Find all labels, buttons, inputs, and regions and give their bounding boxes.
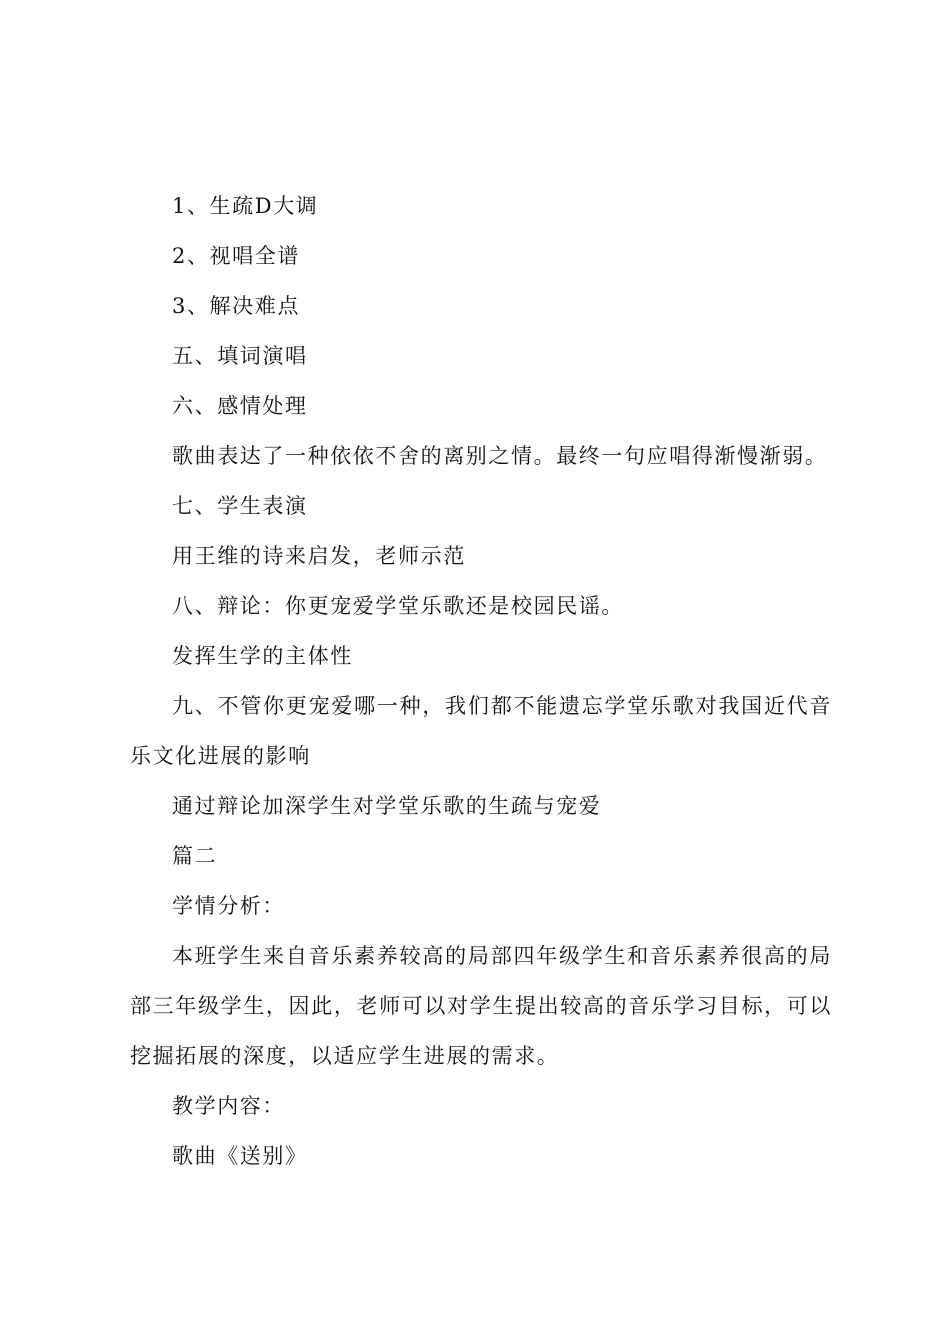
paragraph-emotion: 歌曲表达了一种依依不舍的离别之情。最终一句应唱得渐慢渐弱。	[172, 444, 828, 468]
heading-teaching-content: 教学内容：	[172, 1094, 285, 1118]
section-heading-5: 五、填词演唱	[172, 344, 308, 368]
paragraph-step-1: 1、生疏D大调	[172, 194, 319, 218]
document-body	[130, 181, 832, 1181]
paragraph-performance: 用王维的诗来启发，老师示范	[172, 544, 466, 568]
section-heading-7: 七、学生表演	[172, 494, 308, 518]
paragraph-song: 歌曲《送别》	[172, 1144, 308, 1168]
paragraph-subjectivity: 发挥生学的主体性	[172, 644, 353, 668]
paragraph-step-3: 3、解决难点	[172, 294, 300, 318]
paragraph-debate: 通过辩论加深学生对学堂乐歌的生疏与宠爱	[172, 794, 602, 818]
section-heading-9: 九、不管你更宠爱哪一种，我们都不能遗忘学堂乐歌对我国近代音乐文化进展的影响	[130, 694, 832, 768]
heading-learning-analysis: 学情分析：	[172, 894, 285, 918]
section-heading-6: 六、感情处理	[172, 394, 308, 418]
paragraph-learning-analysis: 本班学生来自音乐素养较高的局部四年级学生和音乐素养很高的局部三年级学生，因此，老师可以对学生提出较高的音乐学习目标，可以挖掘拓展的深度，以适应学生进展的需求。	[130, 944, 832, 1068]
section-heading-8: 八、辩论：你更宠爱学堂乐歌还是校园民谣。	[172, 594, 624, 618]
paragraph-step-2: 2、视唱全谱	[172, 244, 300, 268]
part-heading: 篇二	[172, 844, 218, 868]
